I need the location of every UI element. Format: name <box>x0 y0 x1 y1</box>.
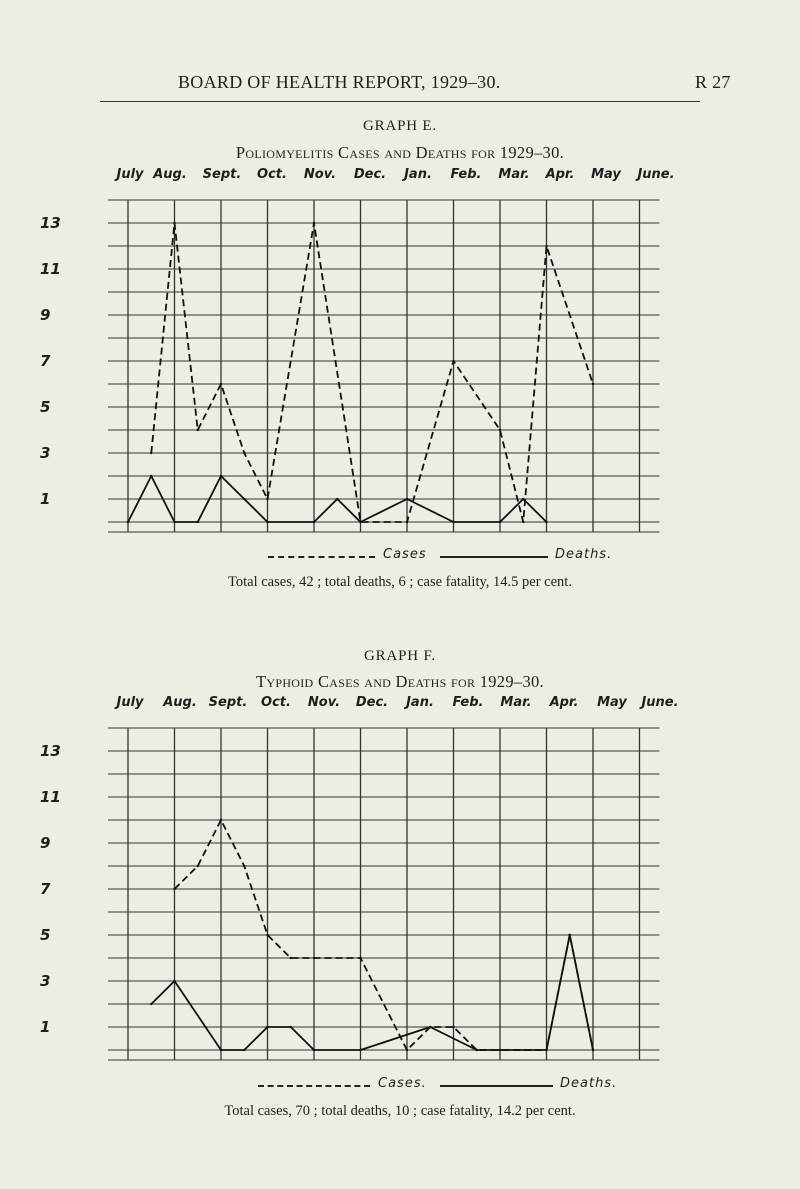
report-title: BOARD OF HEALTH REPORT, 1929–30. <box>178 72 501 92</box>
graph-f-label: GRAPH F. <box>364 648 436 664</box>
legend-cases-line <box>258 1085 370 1087</box>
deaths-point <box>313 1049 315 1051</box>
deaths-point <box>359 1049 361 1051</box>
legend-deaths-label: Deaths. <box>555 547 613 562</box>
month-label: July <box>116 167 144 182</box>
graph-e-title: Poliomyelitis Cases and Deaths for 1929–30. <box>235 143 565 162</box>
deaths-point <box>243 498 245 500</box>
deaths-point <box>127 521 129 523</box>
deaths-series-line <box>151 935 593 1050</box>
deaths-point <box>220 475 222 477</box>
deaths-point <box>569 934 571 936</box>
cases-point <box>545 245 547 247</box>
month-label: Jan. <box>404 167 432 182</box>
deaths-point <box>313 521 315 523</box>
page-number: R 27 <box>695 72 731 92</box>
legend-deaths-label: Deaths. <box>560 1076 618 1091</box>
graph-e-months <box>0 167 800 191</box>
deaths-point <box>545 521 547 523</box>
month-label: Apr. <box>549 695 579 710</box>
month-label: Sept. <box>208 695 248 710</box>
y-tick-label: 3 <box>40 972 51 990</box>
graph-e-label: GRAPH E. <box>363 118 437 134</box>
deaths-point <box>476 1049 478 1051</box>
deaths-point <box>429 1026 431 1028</box>
deaths-point <box>359 521 361 523</box>
cases-point <box>499 429 501 431</box>
month-label: May <box>597 695 627 710</box>
month-label: Nov. <box>303 167 337 182</box>
graph-e-chart <box>0 190 800 560</box>
deaths-point <box>499 521 501 523</box>
deaths-point <box>220 1049 222 1051</box>
cases-point <box>359 957 361 959</box>
deaths-point <box>197 521 199 523</box>
y-tick-label: 5 <box>40 398 51 416</box>
cases-point <box>220 383 222 385</box>
cases-point <box>173 222 175 224</box>
month-label: Feb. <box>450 167 482 182</box>
month-label: Mar. <box>498 167 530 182</box>
deaths-point <box>243 1049 245 1051</box>
cases-point <box>220 819 222 821</box>
graph-f-months <box>0 695 800 719</box>
y-tick-label: 5 <box>40 926 51 944</box>
cases-point <box>243 865 245 867</box>
cases-point <box>173 888 175 890</box>
legend-deaths-line <box>440 1085 553 1087</box>
deaths-point <box>266 521 268 523</box>
month-label: Dec. <box>353 167 387 182</box>
cases-point <box>592 383 594 385</box>
header-rule <box>100 101 700 102</box>
graph-e-summary: Total cases, 42 ; total deaths, 6 ; case fatality, 14.5 per cent. <box>228 574 572 590</box>
month-label: Mar. <box>500 695 532 710</box>
cases-point <box>313 222 315 224</box>
month-label: Oct. <box>257 167 287 182</box>
page-header <box>0 72 800 94</box>
deaths-point <box>150 475 152 477</box>
month-label: Jan. <box>406 695 434 710</box>
cases-point <box>290 957 292 959</box>
month-label: Aug. <box>153 167 187 182</box>
legend-cases-label: Cases <box>383 547 427 562</box>
cases-point <box>313 957 315 959</box>
y-tick-label: 7 <box>40 352 51 370</box>
month-label: Sept. <box>202 167 242 182</box>
legend-deaths-line <box>440 556 548 558</box>
month-label: Oct. <box>261 695 291 710</box>
month-label: June. <box>637 167 675 182</box>
legend-cases-label: Cases. <box>378 1076 427 1091</box>
y-tick-label: 9 <box>40 834 51 852</box>
month-label: Nov. <box>307 695 341 710</box>
deaths-point <box>545 1049 547 1051</box>
graph-f-chart <box>0 718 800 1088</box>
month-label: Feb. <box>452 695 484 710</box>
cases-series-line <box>151 223 593 522</box>
deaths-point <box>406 498 408 500</box>
graph-f-legend <box>0 1076 800 1105</box>
graph-f-summary: Total cases, 70 ; total deaths, 10 ; case fatality, 14.2 per cent. <box>224 1103 576 1119</box>
month-label: June. <box>641 695 679 710</box>
cases-point <box>452 1026 454 1028</box>
cases-point <box>197 865 199 867</box>
deaths-point <box>522 498 524 500</box>
cases-point <box>243 452 245 454</box>
graph-e-legend <box>0 547 800 576</box>
month-label: May <box>591 167 621 182</box>
month-label: Dec. <box>355 695 389 710</box>
y-tick-label: 1 <box>40 1018 51 1036</box>
deaths-point <box>173 521 175 523</box>
deaths-point <box>452 521 454 523</box>
cases-point <box>197 429 199 431</box>
month-label: Aug. <box>163 695 197 710</box>
cases-point <box>452 360 454 362</box>
month-label: Apr. <box>545 167 575 182</box>
graph-f-title: Typhoid Cases and Deaths for 1929–30. <box>256 672 544 691</box>
legend-cases-line <box>268 556 375 558</box>
y-tick-label: 11 <box>40 788 61 806</box>
y-tick-label: 11 <box>40 260 61 278</box>
y-tick-label: 3 <box>40 444 51 462</box>
deaths-point <box>290 1026 292 1028</box>
deaths-point <box>592 1049 594 1051</box>
y-tick-label: 9 <box>40 306 51 324</box>
cases-point <box>266 934 268 936</box>
cases-point <box>150 452 152 454</box>
y-tick-label: 13 <box>40 214 61 232</box>
cases-point <box>406 521 408 523</box>
y-tick-label: 1 <box>40 490 51 508</box>
deaths-point <box>336 498 338 500</box>
month-label: July <box>116 695 144 710</box>
y-tick-label: 7 <box>40 880 51 898</box>
deaths-point <box>150 1003 152 1005</box>
deaths-point <box>266 1026 268 1028</box>
cases-point <box>406 1049 408 1051</box>
y-tick-label: 13 <box>40 742 61 760</box>
cases-point <box>522 521 524 523</box>
cases-point <box>266 498 268 500</box>
deaths-point <box>173 980 175 982</box>
